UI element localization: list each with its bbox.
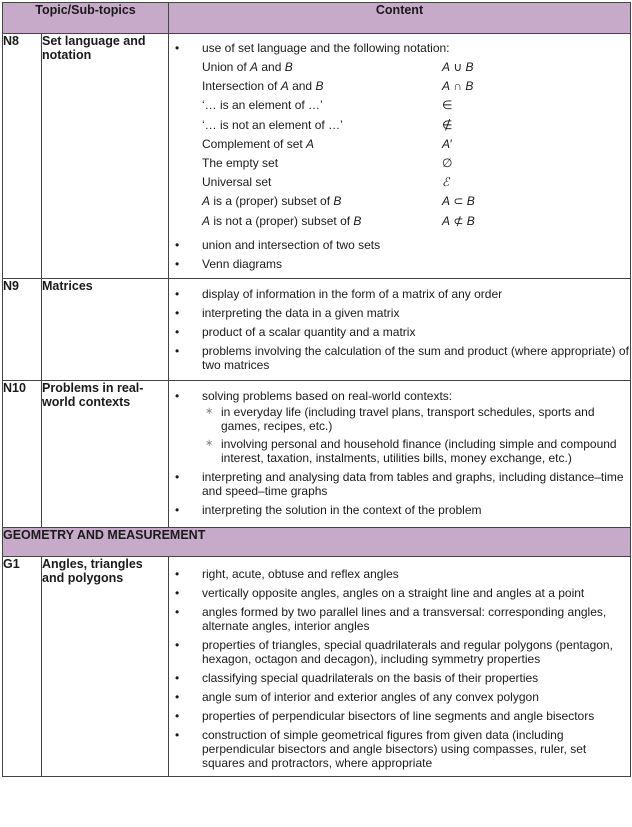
list-item-text: use of set language and the following notation:	[202, 41, 450, 55]
notation-label: Complement of set A	[202, 136, 315, 151]
list-item: • problems involving the calculation of the sum and product (where appropriate) of two matrices	[169, 344, 630, 372]
notation-symbol: A′	[442, 136, 453, 151]
row-code: N10	[3, 380, 42, 527]
list-item: • interpreting the solution in the context of the problem	[169, 503, 630, 517]
list-item: • right, acute, obtuse and reflex angles	[169, 567, 630, 581]
row-content	[169, 380, 631, 527]
notation-symbol: ∈	[442, 98, 453, 113]
sub-list-item: ∗ in everyday life (including travel plans, transport schedules, sports and games, recipes, etc.)	[202, 405, 630, 433]
header-row	[3, 3, 631, 34]
topic-column-header: Topic/Sub-topics	[3, 3, 169, 34]
list-item: • interpreting the data in a given matrix	[169, 306, 630, 320]
notation-row	[202, 175, 502, 194]
row-title: Set language and notation	[42, 34, 169, 279]
row-code: N8	[3, 34, 42, 279]
list-item: • display of information in the form of a matrix of any order	[169, 287, 630, 301]
notation-label: The empty set	[202, 155, 279, 170]
table-row-g1	[3, 556, 631, 776]
row-content	[169, 278, 631, 380]
table-row-n10	[3, 380, 631, 527]
notation-label: Union of A and B	[202, 60, 293, 74]
list-item	[169, 41, 630, 233]
bullet-list	[169, 389, 630, 517]
list-item	[169, 389, 630, 465]
table-row-n9	[3, 278, 631, 380]
list-item: • vertically opposite angles, angles on a straight line and angles at a point	[169, 586, 630, 600]
notation-label: Universal set	[202, 175, 272, 190]
notation-label: A is a (proper) subset of B	[202, 194, 342, 209]
notation-row	[202, 98, 502, 117]
section-title: GEOMETRY AND MEASUREMENT	[3, 527, 631, 556]
notation-row	[202, 60, 502, 79]
notation-row	[202, 79, 502, 98]
notation-symbol: ℰ	[442, 175, 450, 190]
notation-label: Intersection of A and B	[202, 79, 324, 94]
row-code: G1	[3, 556, 42, 776]
bullet-list	[169, 567, 630, 770]
notation-symbol: A ⊄ B	[442, 213, 475, 228]
notation-symbol: ∅	[442, 155, 453, 170]
list-item: • product of a scalar quantity and a matrix	[169, 325, 630, 339]
list-item: • union and intersection of two sets	[169, 238, 630, 252]
notation-symbol: A ∩ B	[442, 79, 474, 94]
sub-bullet-list	[202, 405, 630, 465]
list-item: • properties of triangles, special quadrilaterals and regular polygons (pentagon, hexagon, octagon and decagon), including symmetry properties	[169, 638, 630, 666]
list-item: • classifying special quadrilaterals on the basis of their properties	[169, 671, 630, 685]
content-column-header: Content	[169, 3, 631, 34]
list-item: • angle sum of interior and exterior angles of any convex polygon	[169, 690, 630, 704]
list-item: • properties of perpendicular bisectors of line segments and angle bisectors	[169, 709, 630, 723]
list-item: • angles formed by two parallel lines and a transversal: corresponding angles, alternate angles, interior angles	[169, 605, 630, 633]
notation-label: ‘… is an element of …’	[202, 98, 323, 113]
row-title: Problems in real-world contexts	[42, 380, 169, 527]
list-item: • Venn diagrams	[169, 257, 630, 271]
notation-label: A is not a (proper) subset of B	[202, 213, 362, 228]
list-item-text: solving problems based on real-world contexts:	[202, 388, 453, 403]
notation-symbol: ∉	[442, 117, 453, 132]
bullet-list	[169, 287, 630, 372]
row-title: Angles, triangles and polygons	[42, 556, 169, 776]
notation-label: ‘… is not an element of …’	[202, 117, 343, 132]
list-item: • construction of simple geometrical figures from given data (including perpendicular bisectors and angle bisectors) using compasses, ruler, set squares and protractors, where appropriate	[169, 728, 630, 770]
table-row-n8	[3, 34, 631, 279]
syllabus-table	[2, 2, 631, 777]
row-code: N9	[3, 278, 42, 380]
list-item: • interpreting and analysing data from tables and graphs, including distance–time and speed–time graphs	[169, 470, 630, 498]
section-header-row	[3, 527, 631, 556]
notation-row	[202, 214, 502, 233]
notation-row	[202, 156, 502, 175]
row-content	[169, 34, 631, 279]
sub-list-item: ∗ involving personal and household finance (including simple and compound interest, taxation, instalments, utilities bills, money exchange, etc.)	[202, 437, 630, 465]
notation-row	[202, 137, 502, 156]
bullet-list	[169, 41, 630, 271]
row-content	[169, 556, 631, 776]
row-title: Matrices	[42, 278, 169, 380]
notation-symbol: A ∪ B	[442, 60, 474, 74]
notation-row	[202, 118, 502, 137]
notation-symbol: A ⊂ B	[442, 194, 475, 209]
notation-row	[202, 194, 502, 213]
notation-table	[202, 60, 502, 233]
